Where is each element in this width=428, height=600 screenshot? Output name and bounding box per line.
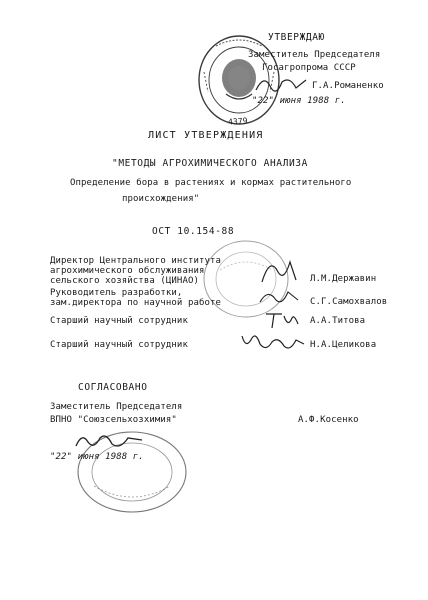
signatory-1-role-line1: Директор Центрального института [50,256,222,266]
agreed-line1: Заместитель Председателя [50,402,183,412]
standard-number: ОСТ 10.154-88 [152,226,235,237]
signatory-4-signature [238,330,308,356]
subtitle-line1: Определение бора в растениях и кормах растительного [70,178,352,188]
agreed-signature [72,430,146,452]
approval-heading: УТВЕРЖДАЮ [268,32,325,43]
signatory-2-role-line2: зам.директора по научной работе [50,298,222,308]
signatory-4-name: Н.А.Целикова [310,340,377,350]
signatory-3-name: А.А.Титова [310,316,366,326]
stamp-number: 4379 [227,116,248,127]
signatory-4-role: Старший научный сотрудник [50,340,188,350]
agreed-date: "22" июня 1988 г. [50,452,144,462]
signatory-2-signature [256,286,302,308]
methods-title: "МЕТОДЫ АГРОХИМИЧЕСКОГО АНАЛИЗА [112,158,308,169]
signatory-1-signature [256,252,302,288]
signatory-3-role: Старший научный сотрудник [50,316,188,326]
agreed-heading: СОГЛАСОВАНО [78,382,148,393]
approval-line1: Заместитель Председателя [248,50,381,60]
agreed-signer: А.Ф.Косенко [298,415,359,425]
signatory-1-role-line3: сельского хозяйства (ЦИНАО) [50,276,199,286]
signatory-1-role-line2: агрохимического обслуживания [50,266,205,276]
approval-signer: Г.А.Романенко [312,81,384,91]
sheet-title: ЛИСТ УТВЕРЖДЕНИЯ [148,130,264,141]
approval-date: "22" июня 1988 г. [252,96,346,106]
approval-line2: Госагропрома СССР [262,63,356,73]
signatory-2-role-line1: Руководитель разработки, [50,288,183,298]
subtitle-line2: происхождения" [122,194,200,204]
signatory-3-signature [262,308,302,332]
signatory-2-name: С.Г.Самохвалов [310,297,388,307]
signatory-1-name: Л.М.Державин [310,274,377,284]
agreed-line2: ВПНО "Союзсельхозхимия" [50,415,177,425]
approval-signature [252,72,310,96]
